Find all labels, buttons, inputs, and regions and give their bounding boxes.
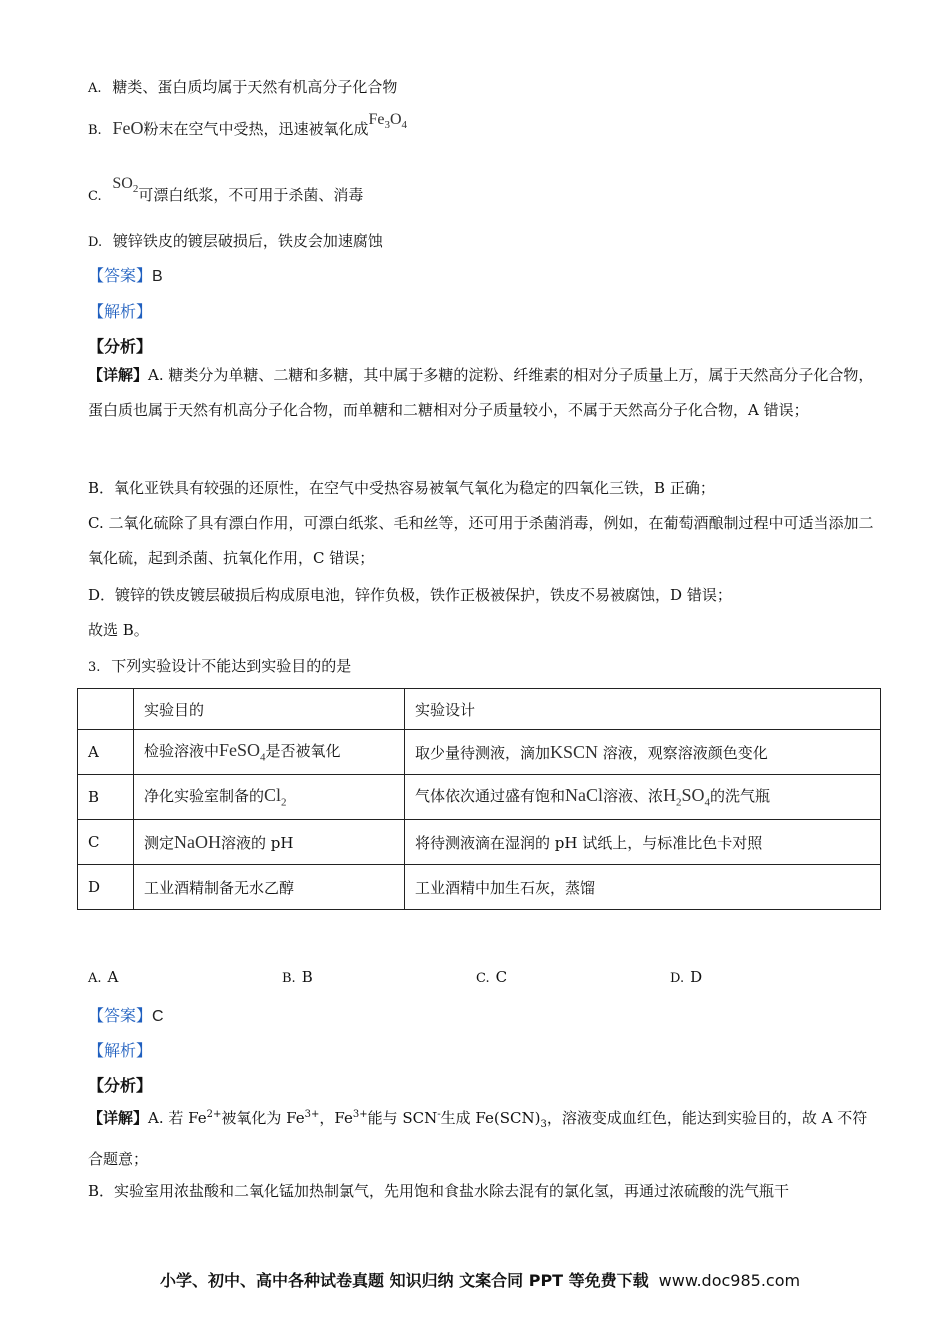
choice-b: B. B (282, 968, 313, 986)
formula-cl2: $Cl_2$ (264, 785, 287, 809)
formula-so2: $SO_2$ (112, 175, 139, 196)
q3-answer: 【答案】C (88, 1008, 164, 1025)
formula-h2so4: $H_2SO_4$ (663, 785, 711, 809)
q2-answer: 【答案】B (88, 268, 163, 285)
table-row: D 工业酒精制备无水乙醇 工业酒精中加生石灰，蒸馏 (78, 865, 881, 910)
formula-feso4: FeSO$_4$ (219, 740, 266, 764)
footer-url[interactable]: www.doc985.com (658, 1271, 801, 1290)
table-row: A 检验溶液中FeSO$_4$是否被氧化 取少量待测液，滴加KSCN 溶液，观察溶液颜色变化 (78, 730, 881, 775)
choice-d: D. D (670, 968, 703, 986)
formula-nacl: NaCl (565, 785, 604, 806)
q3-fenxi-label: 【分析】 (88, 1078, 153, 1095)
q3-analysis-label: 【解析】 (88, 1043, 153, 1060)
q2-fenxi-label: 【分析】 (88, 339, 153, 356)
q3-detail-a: 【详解】A. 若 $Fe^{2+}$被氧化为 $Fe^{3+}$，$Fe^{3+}$能与 SCN-生成 $Fe(SCN)_3$，溶液变成血红色，能达到实验目的，故 A 不符合题意； (88, 1109, 868, 1168)
table-row: B 净化实验室制备的$Cl_2$ 气体依次通过盛有饱和NaCl溶液、浓$H_2SO_4$的洗气瓶 (78, 775, 881, 820)
q2-detail-c: C. 二氧化硫除了具有漂白作用，可漂白纸浆、毛和丝等，还可用于杀菌消毒，例如，在葡萄酒酿制过程中可适当添加二氧化硫，起到杀菌、抗氧化作用，C 错误； (88, 514, 874, 567)
q2-analysis-label: 【解析】 (88, 304, 153, 321)
q2-conclusion: 故选 B。 (88, 621, 149, 639)
q2-detail-b: B．氧化亚铁具有较强的还原性，在空气中受热容易被氧气氧化为稳定的四氧化三铁，B 正确； (88, 479, 715, 497)
q3-title: 3. 下列实验设计不能达到实验目的的是 (88, 657, 352, 675)
choice-a: A. A (88, 968, 119, 986)
q2-detail-d: D．镀锌的铁皮镀层破损后构成原电池，锌作负极，铁作正极被保护，铁皮不易被腐蚀，D 错误； (88, 586, 732, 604)
table-header-row: 实验目的 实验设计 (78, 689, 881, 730)
experiment-table (77, 688, 881, 910)
option-d: D. 镀锌铁皮的镀层破损后，铁皮会加速腐蚀 (88, 232, 383, 250)
formula-kscn: KSCN (550, 741, 599, 762)
formula-feo: FeO (112, 118, 144, 138)
formula-fe3o4: $Fe_3O_4$ (368, 111, 408, 132)
option-a: A. 糖类、蛋白质均属于天然有机高分子化合物 (88, 78, 398, 96)
table-row: C 测定NaOH溶液的 pH 将待测液滴在湿润的 pH 试纸上，与标准比色卡对照 (78, 820, 881, 865)
q3-detail-b: B．实验室用浓盐酸和二氧化锰加热制氯气，先用饱和食盐水除去混有的氯化氢，再通过浓硫酸的洗气瓶干 (88, 1182, 790, 1200)
formula-naoh: NaOH (174, 831, 222, 852)
footer-banner: 小学、初中、高中各种试卷真题 知识归纳 文案合同 PPT 等免费下载 www.doc985.com (160, 1271, 801, 1290)
option-c: C. $SO_2$可漂白纸浆，不可用于杀菌、消毒 (88, 175, 364, 204)
option-b: B. FeO粉末在空气中受热，迅速被氧化成$Fe_3O_4$ (88, 111, 408, 138)
q2-detail-a: 【详解】A. 糖类分为单糖、二糖和多糖，其中属于多糖的淀粉、纤维素的相对分子质量上万，属于天然高分子化合物，蛋白质也属于天然有机高分子化合物，而单糖和二糖相对分子质量较小，不属于天然高分子化合物，A 错误； (88, 366, 874, 419)
choice-c: C. C (476, 968, 508, 986)
